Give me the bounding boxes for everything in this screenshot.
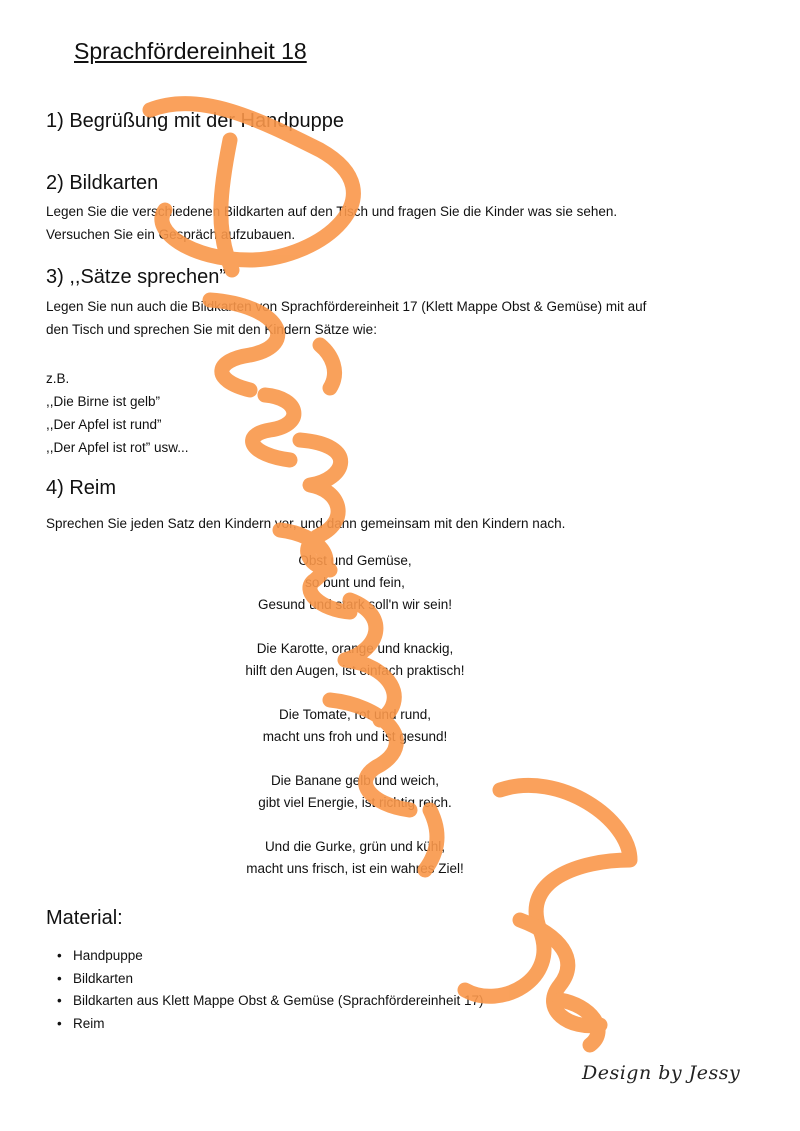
list-item: • Reim <box>55 1013 483 1036</box>
example-line: ,,Der Apfel ist rund” <box>46 417 162 432</box>
text-line: Versuchen Sie ein Gespräch aufzubauen. <box>46 227 296 242</box>
poem-stanza <box>0 836 710 880</box>
section-2-heading: 2) Bildkarten <box>46 172 159 194</box>
page-title: Sprachfördereinheit 18 <box>74 38 307 64</box>
section-3-examples <box>46 367 746 459</box>
section-3-text <box>46 295 746 341</box>
poem-line: Die Tomate, rot und rund, <box>278 707 432 722</box>
poem-stanza <box>0 550 710 616</box>
section-4-intro: Sprechen Sie jeden Satz den Kindern vor, und dann gemeinsam mit den Kindern nach. <box>46 516 566 531</box>
text-line: Legen Sie die verschiedenen Bildkarten auf den Tisch und fragen Sie die Kinder was sie sehen. <box>46 204 618 219</box>
poem <box>0 550 710 902</box>
list-item: • Bildkarten <box>55 968 483 991</box>
poem-line: gibt viel Energie, ist richtig reich. <box>258 795 452 810</box>
list-item: • Handpuppe <box>55 945 483 968</box>
list-item: • Bildkarten aus Klett Mappe Obst & Gemüse (Sprachfördereinheit 17) <box>55 990 483 1013</box>
section-1-heading: 1) Begrüßung mit der Handpuppe <box>46 110 344 132</box>
section-3-heading: 3) ,,Sätze sprechen” <box>46 266 227 288</box>
section-4-heading: 4) Reim <box>46 477 117 499</box>
material-heading: Material: <box>46 907 123 929</box>
poem-line: macht uns froh und ist gesund! <box>262 729 448 744</box>
poem-line: Obst und Gemüse, <box>298 553 412 568</box>
poem-line: Die Karotte, orange und knackig, <box>256 641 454 656</box>
example-line: z.B. <box>46 371 70 386</box>
poem-line: Die Banane gelb und weich, <box>270 773 440 788</box>
poem-stanza <box>0 704 710 748</box>
example-line: ,,Der Apfel ist rot” usw... <box>46 440 189 455</box>
poem-line: Gesund und stark soll'n wir sein! <box>258 597 452 612</box>
poem-line: so bunt und fein, <box>305 575 405 590</box>
poem-line: macht uns frisch, ist ein wahres Ziel! <box>246 861 464 876</box>
poem-stanza <box>0 638 710 682</box>
text-line: Legen Sie nun auch die Bildkarten von Sprachfördereinheit 17 (Klett Mappe Obst & Gemüse) mit auf <box>46 299 647 314</box>
section-2-text <box>46 200 746 246</box>
signature-logo: Design by Jessy <box>582 1062 741 1084</box>
poem-line: hilft den Augen, ist einfach praktisch! <box>245 663 465 678</box>
text-line: den Tisch und sprechen Sie mit den Kindern Sätze wie: <box>46 322 377 337</box>
material-list <box>55 945 483 1035</box>
example-line: ,,Die Birne ist gelb” <box>46 394 161 409</box>
poem-stanza <box>0 770 710 814</box>
poem-line: Und die Gurke, grün und kühl, <box>264 839 446 854</box>
